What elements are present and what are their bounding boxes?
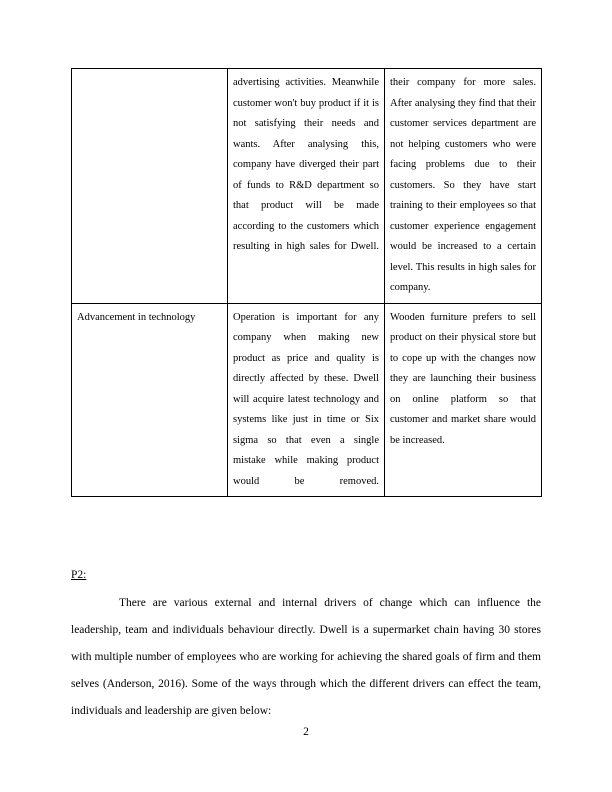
table-cell-operations xyxy=(228,303,385,497)
table-cell-text: advertising activities. Meanwhile customer won't buy product if it is not satisfying their needs and wants. After analysing this, company have diverged their part of funds to R&D department so that product will be made according to the customers which resulting in high sales for Dwell. xyxy=(233,77,379,252)
table-cell-driver-label xyxy=(72,303,228,497)
table-cell-example xyxy=(385,303,542,497)
table-cell-text: Advancement in technology xyxy=(77,311,196,323)
table-row xyxy=(72,303,542,497)
table-cell-operations xyxy=(228,69,385,304)
table-cell-text: Wooden furniture prefers to sell product on their physical store but to cope up with the changes now they are launching their business on online platform so that customer and market share would be increased. xyxy=(390,311,536,446)
page-number: 2 xyxy=(303,726,309,738)
section-paragraph: There are various external and internal drivers of change which can influence the leadership, team and individuals behaviour directly. Dwell is a supermarket chain having 30 stores with multiple number of employees who are working for achieving the shared goals of firm and them selves (Anderson, 2016). Some of the ways through which the different drivers can effect the team, individuals and leadership are given below: xyxy=(71,597,541,717)
table-cell-driver-label xyxy=(72,69,228,304)
table-cell-example xyxy=(385,69,542,304)
table-row xyxy=(72,69,542,304)
section-heading: P2: xyxy=(71,569,87,581)
table-cell-text: Operation is important for any company when making new product as price and quality is directly affected by these. Dwell will acquire latest technology and systems like just in time or Six sigma so that even a single mistake while making product would be removed. xyxy=(233,311,379,487)
drivers-of-change-table xyxy=(71,68,542,497)
table-cell-text: their company for more sales. After analysing they find that their customer services department are not helping customers who were facing problems due to their customers. So they have start training to their employees so that customer experience engagement would be increased to a certain level. This results in high sales for company. xyxy=(390,77,536,293)
